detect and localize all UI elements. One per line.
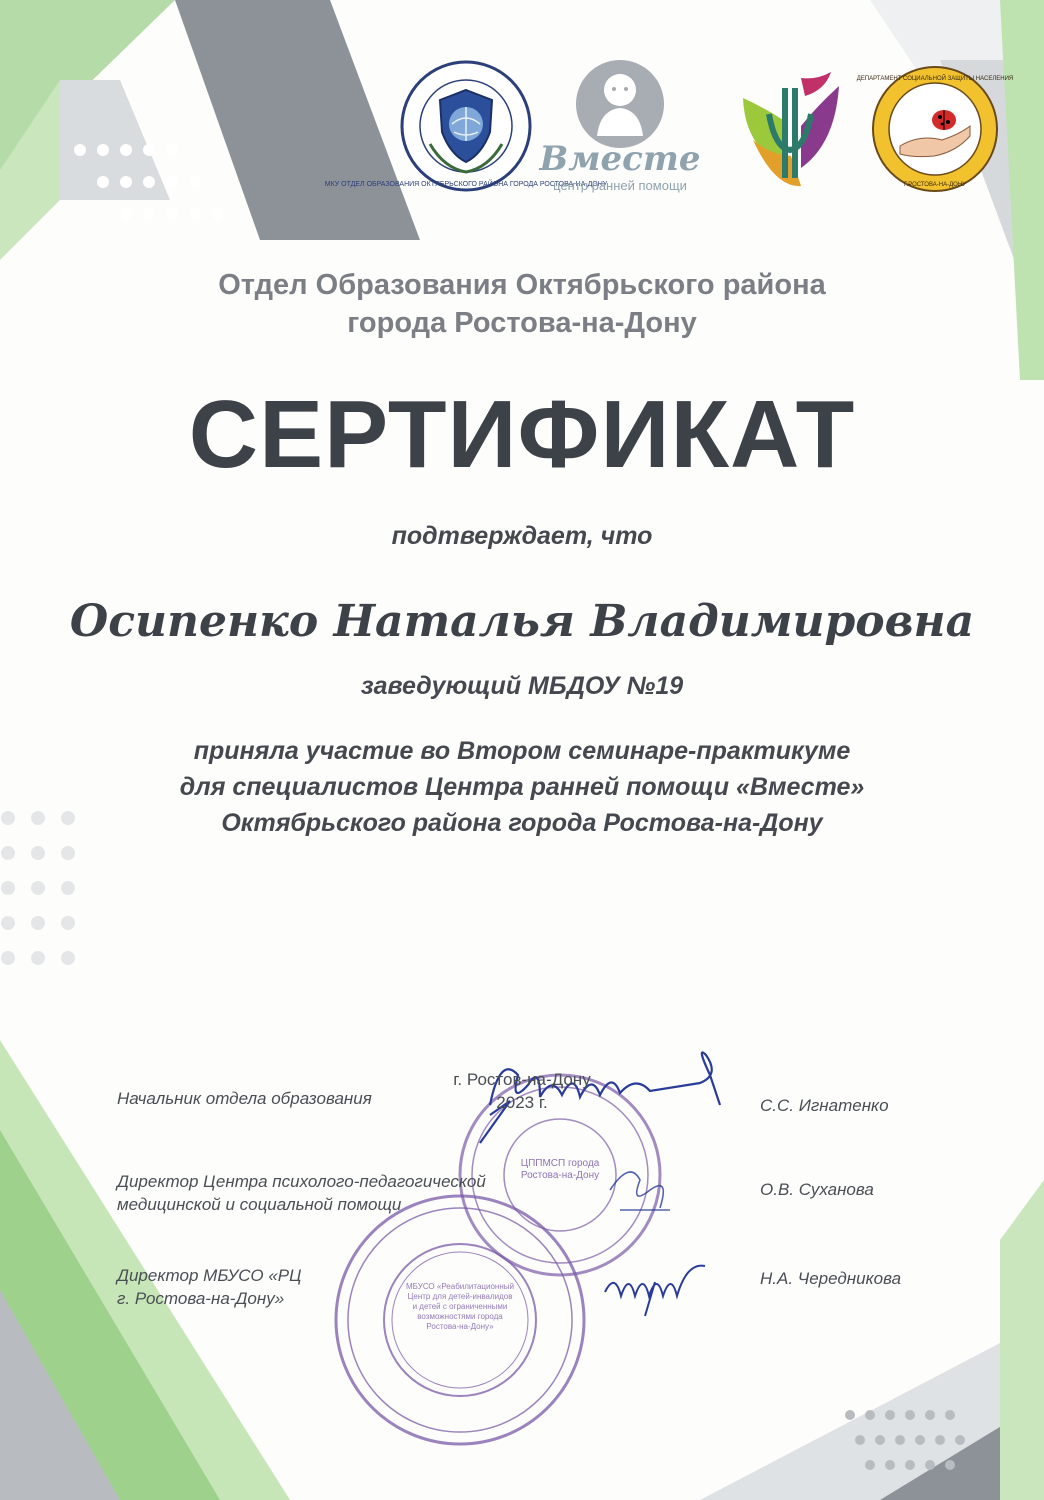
signature-cherednikova bbox=[595, 1252, 715, 1322]
signature-name-2: О.В. Суханова bbox=[760, 1180, 874, 1199]
emblem-text: МКУ ОТДЕЛ ОБРАЗОВАНИЯ ОКТЯБРЬСКОГО РАЙОНА ГОРОДА РОСТОВА-НА-ДОНУ bbox=[324, 181, 608, 188]
vmeste-logo-name: Вместе bbox=[539, 139, 701, 179]
participation-line-3: Октябрьского района города Ростова-на-Дону bbox=[221, 809, 823, 837]
social-emblem-text: ДЕПАРТАМЕНТ СОЦИАЛЬНОЙ ЗАЩИТЫ НАСЕЛЕНИЯ bbox=[856, 76, 1014, 82]
signature-role-2-line-2: медицинской и социальной помощи bbox=[117, 1195, 402, 1214]
participation-text bbox=[0, 733, 1044, 841]
deco-gray-band-top-left bbox=[175, 0, 420, 240]
signature-role-3-line-1: Директор МБУСО «РЦ bbox=[117, 1266, 302, 1285]
signature-name-1: С.С. Игнатенко bbox=[760, 1096, 889, 1115]
participation-line-2: для специалистов Центра ранней помощи «Вместе» bbox=[179, 773, 865, 801]
vmeste-logo bbox=[535, 58, 705, 198]
psi-emblem bbox=[735, 68, 850, 190]
footer bbox=[0, 1068, 1044, 1114]
stamp-2-center-text: ЦППМСП города Ростова-на-Дону bbox=[520, 1158, 600, 1181]
participation-line-1: приняла участие во Втором семинаре-практикуме bbox=[193, 737, 851, 765]
confirms-text: подтверждает, что bbox=[391, 522, 653, 550]
organization-line-2: города Ростова-на-Дону bbox=[347, 307, 697, 339]
recipient-name: Осипенко Наталья Владимировна bbox=[69, 596, 975, 647]
organization-line-1: Отдел Образования Октябрьского района bbox=[218, 269, 826, 301]
social-protection-emblem bbox=[856, 64, 1014, 194]
signature-role-1: Начальник отдела образования bbox=[117, 1089, 372, 1108]
social-emblem-city: Г.РОСТОВА-НА-ДОНУ bbox=[904, 182, 966, 188]
stamp-1-center-text: МБУСО «Реабилитационный Центр для детей-инвалидов и детей с ограниченными возможностями города Ростова-на-Дону» bbox=[406, 1282, 514, 1331]
signature-role-2 bbox=[117, 1170, 486, 1216]
footer-year: 2023 г. bbox=[496, 1093, 548, 1112]
signature-name-3: Н.А. Чередникова bbox=[760, 1269, 902, 1288]
footer-city: г. Ростов-на-Дону bbox=[453, 1070, 591, 1089]
signature-role-3-line-2: г. Ростова-на-Дону» bbox=[117, 1289, 285, 1308]
deco-green-bottom-right bbox=[1000, 1180, 1044, 1500]
education-department-emblem bbox=[324, 60, 608, 192]
organization-header bbox=[0, 266, 1044, 342]
certificate-title: СЕРТИФИКАТ bbox=[188, 381, 856, 488]
vmeste-logo-subtitle: центр ранней помощи bbox=[553, 178, 687, 193]
signature-role-3 bbox=[117, 1264, 301, 1310]
recipient-position: заведующий МБДОУ №19 bbox=[360, 672, 684, 700]
signature-role-2-line-1: Директор Центра психолого-педагогической bbox=[117, 1172, 486, 1191]
signature-sukhanova bbox=[600, 1150, 680, 1220]
